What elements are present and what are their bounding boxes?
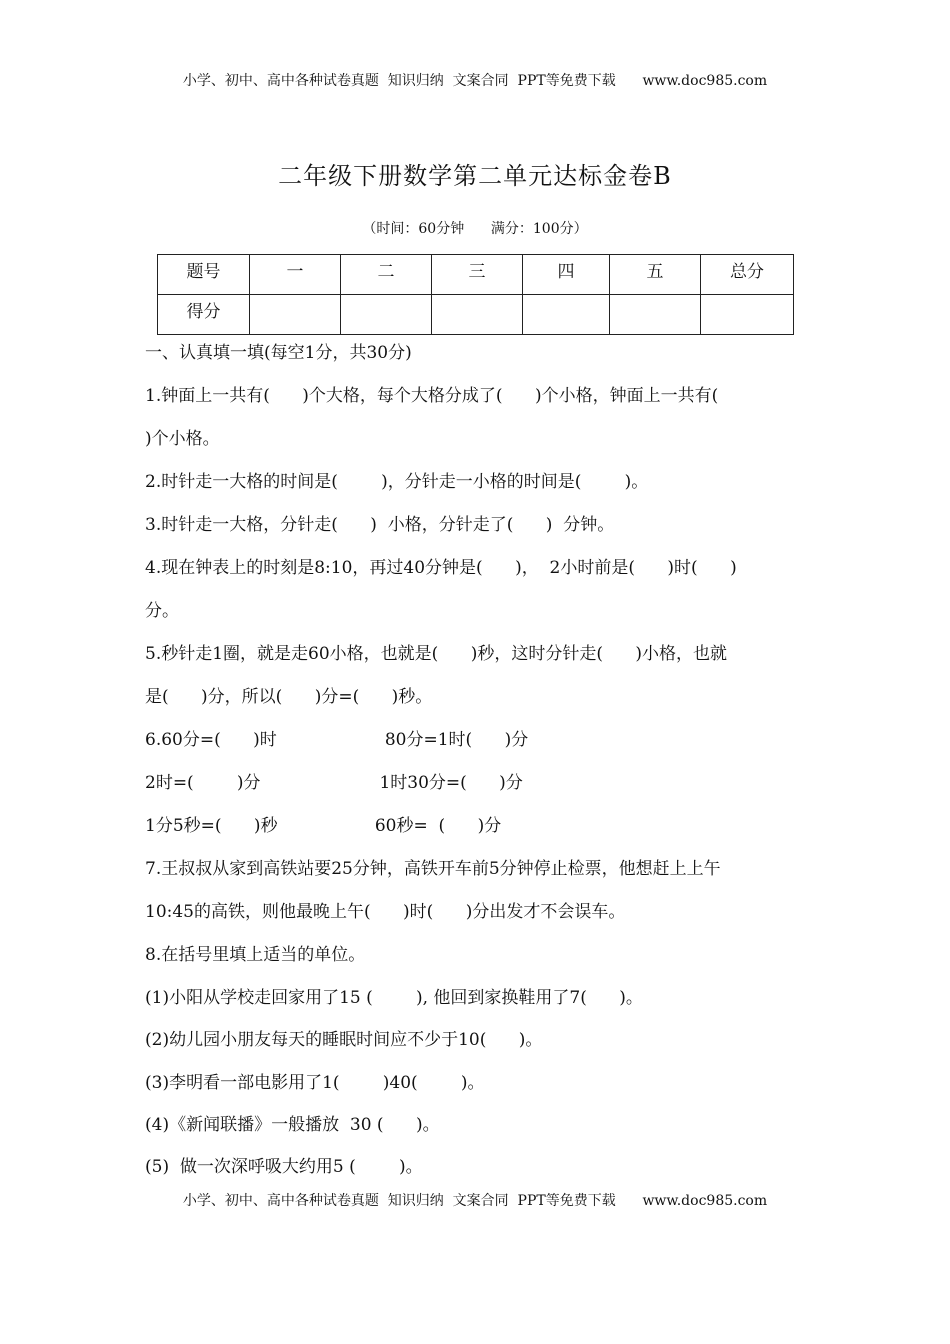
question-line: 7.王叔叔从家到高铁站要25分钟，高铁开车前5分钟停止检票，他想赶上上午 [145,859,721,879]
score-header-cell: 三 [432,255,523,295]
score-cell [523,295,610,335]
question-line: )个小格。 [145,429,220,449]
question-line: 分。 [145,601,179,621]
page-header: 小学、初中、高中各种试卷真题 知识归纳 文案合同 PPT等免费下载 www.doc985.com [182,73,768,89]
score-header-cell: 一 [250,255,341,295]
score-cell [432,295,523,335]
score-cell [610,295,701,335]
exam-info: （时间：60分钟 满分：100分） [362,221,588,237]
question-line: 4.现在钟表上的时刻是8:10，再过40分钟是( )， 2小时前是( )时( ) [145,558,737,578]
question-line: 3.时针走一大格，分针走( ) 小格，分针走了( ) 分钟。 [145,515,615,535]
score-row-label: 得分 [158,295,250,335]
score-table-header-row [158,255,794,295]
question-line: (5) 做一次深呼吸大约用5 ( )。 [145,1157,423,1177]
question-line: 1.钟面上一共有( )个大格，每个大格分成了( )个小格，钟面上一共有( [145,386,719,406]
question-line: 是( )分，所以( )分=( )秒。 [145,687,433,707]
question-line: 1分5秒=( )秒 60秒= ( )分 [145,816,502,836]
score-cell [701,295,794,335]
score-header-cell: 总分 [701,255,794,295]
score-header-cell: 二 [341,255,432,295]
section-heading: 一、认真填一填(每空1分，共30分) [145,343,412,363]
page-footer: 小学、初中、高中各种试卷真题 知识归纳 文案合同 PPT等免费下载 www.doc985.com [182,1193,768,1209]
question-line: 8.在括号里填上适当的单位。 [145,945,366,965]
question-line: (2)幼儿园小朋友每天的睡眠时间应不少于10( )。 [145,1030,543,1050]
question-line: (4)《新闻联播》一般播放 30 ( )。 [145,1115,440,1135]
score-cell [341,295,432,335]
page-title: 二年级下册数学第二单元达标金卷B [278,162,672,190]
question-line: 2.时针走一大格的时间是( )，分针走一小格的时间是( )。 [145,472,649,492]
score-table [157,254,794,335]
score-header-cell: 五 [610,255,701,295]
question-line: (3)李明看一部电影用了1( )40( )。 [145,1073,485,1093]
score-header-cell: 四 [523,255,610,295]
score-table-score-row [158,295,794,335]
question-line: (1)小阳从学校走回家用了15 ( ), 他回到家换鞋用了7( )。 [145,988,643,1008]
score-header-cell: 题号 [158,255,250,295]
question-line: 2时=( )分 1时30分=( )分 [145,773,523,793]
question-line: 6.60分=( )时 80分=1时( )分 [145,730,529,750]
question-line: 5.秒针走1圈，就是走60小格，也就是( )秒，这时分针走( )小格，也就 [145,644,728,664]
score-cell [250,295,341,335]
question-line: 10:45的高铁，则他最晚上午( )时( )分出发才不会误车。 [145,902,626,922]
